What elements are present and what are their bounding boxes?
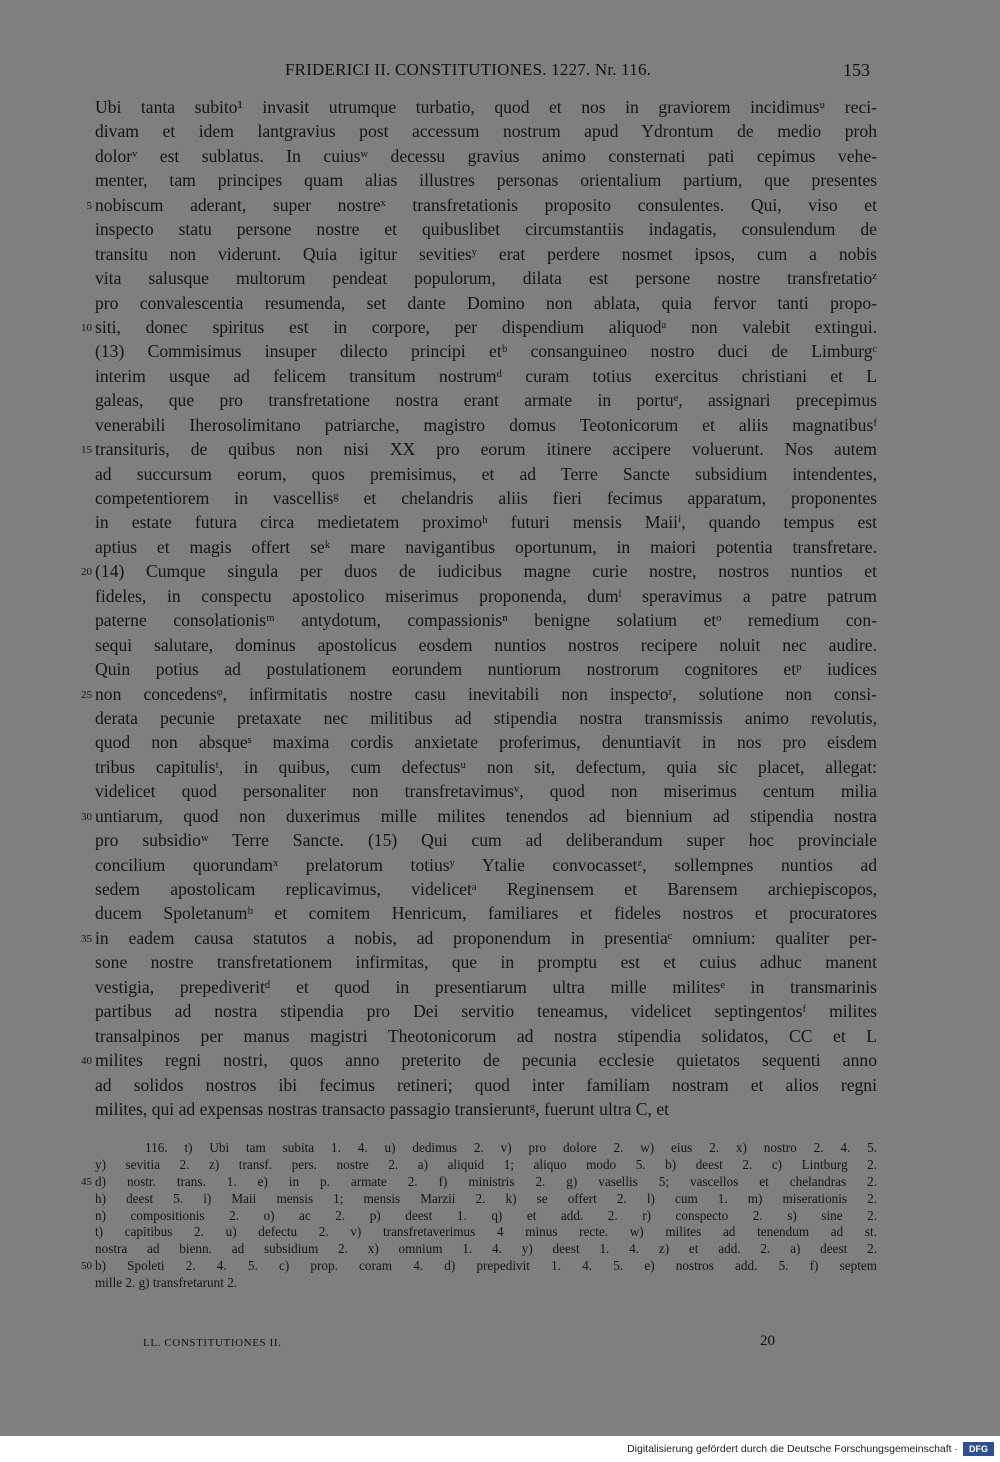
line-text: fideles, in conspectu apostolico miserimus proponenda, dumˡ speravimus a patre patrum — [95, 585, 877, 606]
footnote-line — [0, 1258, 1000, 1275]
line-number: 15 — [81, 444, 92, 457]
text-line — [0, 1024, 1000, 1048]
line-text: b) Spoleti 2. 4. 5. c) prop. coram 4. d) prepedivit 1. 4. 5. e) nostros add. 5. f) septem — [95, 1258, 877, 1274]
text-line — [0, 535, 1000, 559]
footnote-line — [0, 1157, 1000, 1174]
line-text: non concedensᵠ, infirmitatis nostre casu inevitabili non inspectoʳ, solutione non consi- — [95, 683, 877, 704]
line-text: (13) Commisimus insuper dilecto principi etᵇ consanguineo nostro duci de Limburgᶜ — [95, 341, 877, 362]
text-line — [0, 779, 1000, 803]
text-line — [0, 486, 1000, 510]
line-text: partibus ad nostra stipendia pro Dei servitio teneamus, videlicet septingentosᶠ milites — [95, 1001, 877, 1022]
line-text: tribus capitulisᵗ, in quibus, cum defectusᵘ non sit, defectum, quia sic placet, allegat: — [95, 756, 877, 777]
text-line — [0, 901, 1000, 925]
line-text: sequi salutare, dominus apostolicus eosdem nuntios nostros recipere noluit nec audire. — [95, 634, 877, 655]
text-line — [0, 1048, 1000, 1072]
digitization-bar — [0, 1436, 1000, 1462]
footnote-line — [0, 1275, 1000, 1292]
line-text: nostra ad bienn. ad subsidium 2. x) omnium 1. 4. y) deest 1. 4. z) et add. 2. a) deest 2. — [95, 1241, 877, 1257]
line-text: transalpinos per manus magistri Theotonicorum ad nostra stipendia solidatos, CC et L — [95, 1025, 877, 1046]
line-text: mille 2. g) transfretarunt 2. — [95, 1275, 238, 1291]
line-text: Ubi tanta subito¹ invasit utrumque turbatio, quod et nos in graviorem incidimusᵘ reci- — [95, 97, 877, 117]
line-text: derata pecunie pretaxate nec militibus ad stipendia nostra transmissis animo revolutis, — [95, 707, 877, 728]
text-line — [0, 217, 1000, 241]
line-text: (14) Cumque singula per duos de iudicibus magne curie nostre, nostros nuntios et — [95, 561, 877, 582]
text-line — [0, 682, 1000, 706]
line-text: menter, tam principes quam alias illustres personas orientalium partium, que presentes — [95, 170, 877, 191]
text-line — [0, 804, 1000, 828]
line-number: 45 — [81, 1175, 92, 1188]
line-number: 40 — [81, 1055, 92, 1068]
text-line — [0, 462, 1000, 486]
footnote-line — [0, 1224, 1000, 1241]
main-text — [0, 95, 1000, 1121]
text-line — [0, 266, 1000, 290]
line-text: t) capitibus 2. u) defectu 2. v) transfretaverimus 4 minus recte. w) milites ad tenendum ad st. — [95, 1224, 877, 1240]
text-line — [0, 975, 1000, 999]
text-line — [0, 1073, 1000, 1097]
text-line — [0, 584, 1000, 608]
line-text: pro convalescentia resumenda, set dante Domino non ablata, quia fervor tanti propo- — [95, 292, 877, 313]
line-text: milites regni nostri, quos anno preterito de pecunia ecclesie quietatos sequenti anno — [95, 1050, 877, 1071]
text-line — [0, 144, 1000, 168]
text-line — [0, 877, 1000, 901]
text-line — [0, 437, 1000, 461]
line-text: ad solidos nostros ibi fecimus retineri; quod inter familiam nostram et alios regni — [95, 1074, 877, 1095]
line-number: 25 — [81, 688, 92, 701]
line-number: 20 — [81, 566, 92, 579]
line-text: vita salusque multorum pendeat populorum, dilata est persone nostre transfretatioᶻ — [95, 268, 877, 289]
text-line — [0, 413, 1000, 437]
line-text: y) sevitia 2. z) transf. pers. nostre 2. a) aliquid 1; aliquo modo 5. b) deest 2. c) Lintburg 2. — [95, 1156, 877, 1172]
line-text: transitu non viderunt. Quia igitur sevitiesʸ erat perdere nosmet ipsos, cum a nobis — [95, 243, 877, 264]
line-number: 5 — [86, 199, 92, 212]
text-line — [0, 828, 1000, 852]
sheet-number: 20 — [760, 1333, 775, 1349]
line-text: in estate futura circa medietatem proximoʰ futuri mensis Maiiⁱ, quando tempus est — [95, 512, 877, 533]
line-text: ad succursum eorum, quos premisimus, et ad Terre Sancte subsidium intendentes, — [95, 463, 877, 484]
text-line — [0, 315, 1000, 339]
text-line — [0, 608, 1000, 632]
text-line — [0, 339, 1000, 363]
dfg-logo: DFG — [963, 1442, 994, 1456]
line-text: n) compositionis 2. o) ac 2. p) deest 1. q) et add. 2. r) conspecto 2. s) sine 2. — [95, 1207, 877, 1223]
line-text: vestigia, prepediveritᵈ et quod in presentiarum ultra mille militesᵉ in transmarinis — [95, 976, 877, 997]
text-line — [0, 706, 1000, 730]
line-text: concilium quorundamˣ prelatorum totiusʸ Ytalie convocassetᶻ, sollempnes nuntios ad — [95, 854, 877, 875]
footnote-line — [0, 1191, 1000, 1208]
text-line — [0, 1097, 1000, 1121]
line-number: 30 — [81, 810, 92, 823]
line-text: paterne consolationisᵐ antydotum, compassionisⁿ benigne solatium etᵒ remedium con- — [95, 610, 877, 631]
line-text: divam et idem lantgravius post accessum nostrum apud Ydrontum de medio proh — [95, 121, 877, 142]
line-text: milites, qui ad expensas nostras transacto passagio transieruntᵍ, fuerunt ultra C, et — [95, 1098, 670, 1119]
footnotes — [0, 1140, 1000, 1292]
line-text: h) deest 5. i) Maii mensis 1; mensis Marzii 2. k) se offert 2. l) cum 1. m) miserationis 2. — [95, 1190, 877, 1206]
text-line — [0, 119, 1000, 143]
line-text: competentiorem in vascellisᵍ et chelandris aliis fieri fecimus apparatum, proponentes — [95, 488, 877, 508]
line-text: dolorᵛ est sublatus. In cuiusʷ decessu gravius animo consternati pati cepimus vehe- — [95, 145, 877, 166]
footnote-line — [0, 1140, 1000, 1157]
line-text: nobiscum aderant, super nostreˣ transfretationis proposito consulentes. Qui, viso et — [95, 194, 877, 215]
page-number: 153 — [843, 60, 870, 80]
line-number: 50 — [81, 1260, 92, 1273]
page-footer — [0, 1333, 1000, 1357]
text-line — [0, 193, 1000, 217]
text-line — [0, 291, 1000, 315]
series-title: LL. CONSTITUTIONES II. — [143, 1337, 282, 1349]
line-text: inspecto statu persone nostre et quibuslibet circumstantiis indagatis, consulendum de — [95, 219, 877, 240]
running-title: FRIDERICI II. CONSTITUTIONES. 1227. Nr. 116. — [285, 60, 652, 79]
text-line — [0, 999, 1000, 1023]
text-line — [0, 364, 1000, 388]
funding-credit: Digitalisierung gefördert durch die Deutsche Forschungsgemeinschaft · — [627, 1443, 958, 1455]
text-line — [0, 168, 1000, 192]
line-text: venerabili Iherosolimitano patriarche, magistro domus Teotonicorum et aliis magnatibusᶠ — [95, 414, 877, 435]
text-line — [0, 730, 1000, 754]
text-line — [0, 388, 1000, 412]
line-text: sone nostre transfretationem infirmitas, que in promptu est et cuius adhuc manent — [95, 952, 877, 973]
line-text: galeas, que pro transfretatione nostra erant armate in portuᵉ, assignari precepimus — [95, 390, 877, 411]
text-line — [0, 242, 1000, 266]
text-line — [0, 755, 1000, 779]
line-text: interim usque ad felicem transitum nostrumᵈ curam totius exercitus christiani et L — [95, 365, 877, 386]
line-text: in eadem causa statutos a nobis, ad proponendum in presentiaᶜ omnium: qualiter per- — [95, 927, 877, 948]
line-text: videlicet quod personaliter non transfretavimusᵛ, quod non miserimus centum milia — [95, 781, 877, 802]
footnote-line — [0, 1208, 1000, 1225]
line-text: untiarum, quod non duxerimus mille milites tenendos ad biennium ad stipendia nostra — [95, 805, 877, 826]
line-text: pro subsidioʷ Terre Sancte. (15) Qui cum ad deliberandum super hoc provinciale — [95, 830, 877, 851]
line-text: d) nostr. trans. 1. e) in p. armate 2. f) ministris 2. g) vasellis 5; vascellos et chelandras 2. — [95, 1173, 877, 1189]
line-number: 10 — [81, 321, 92, 334]
text-line — [0, 510, 1000, 534]
footnote-line — [0, 1241, 1000, 1258]
line-text: Quin potius ad postulationem eorundem nuntiorum nostrorum cognitores etᵖ iudices — [95, 659, 877, 680]
footnote-line — [0, 1174, 1000, 1191]
text-line — [0, 559, 1000, 583]
line-text: transituris, de quibus non nisi XX pro eorum itinere accipere voluerunt. Nos autem — [95, 439, 877, 460]
page-header — [0, 60, 1000, 84]
line-text: ducem Spoletanumᵇ et comitem Henricum, familiares et fideles nostros et procuratores — [95, 903, 877, 924]
line-text: 116. t) Ubi tam subita 1. 4. u) dedimus 2. v) pro dolore 2. w) eius 2. x) nostro 2. 4. 5. — [145, 1140, 877, 1155]
line-text: quod non absqueˢ maxima cordis anxietate proferimus, denuntiavit in nos pro eisdem — [95, 732, 877, 753]
line-text: aptius et magis offert seᵏ mare navigantibus oportunum, in maiori potentia transfretare. — [95, 536, 877, 557]
line-text: siti, donec spiritus est in corpore, per dispendium aliquodᵃ non valebit extingui. — [95, 316, 877, 337]
text-line — [0, 926, 1000, 950]
line-number: 35 — [81, 932, 92, 945]
text-line — [0, 95, 1000, 119]
text-line — [0, 853, 1000, 877]
text-line — [0, 950, 1000, 974]
text-line — [0, 633, 1000, 657]
text-line — [0, 657, 1000, 681]
line-text: sedem apostolicam replicavimus, videlicetᵃ Reginensem et Barensem archiepiscopos, — [95, 879, 877, 899]
